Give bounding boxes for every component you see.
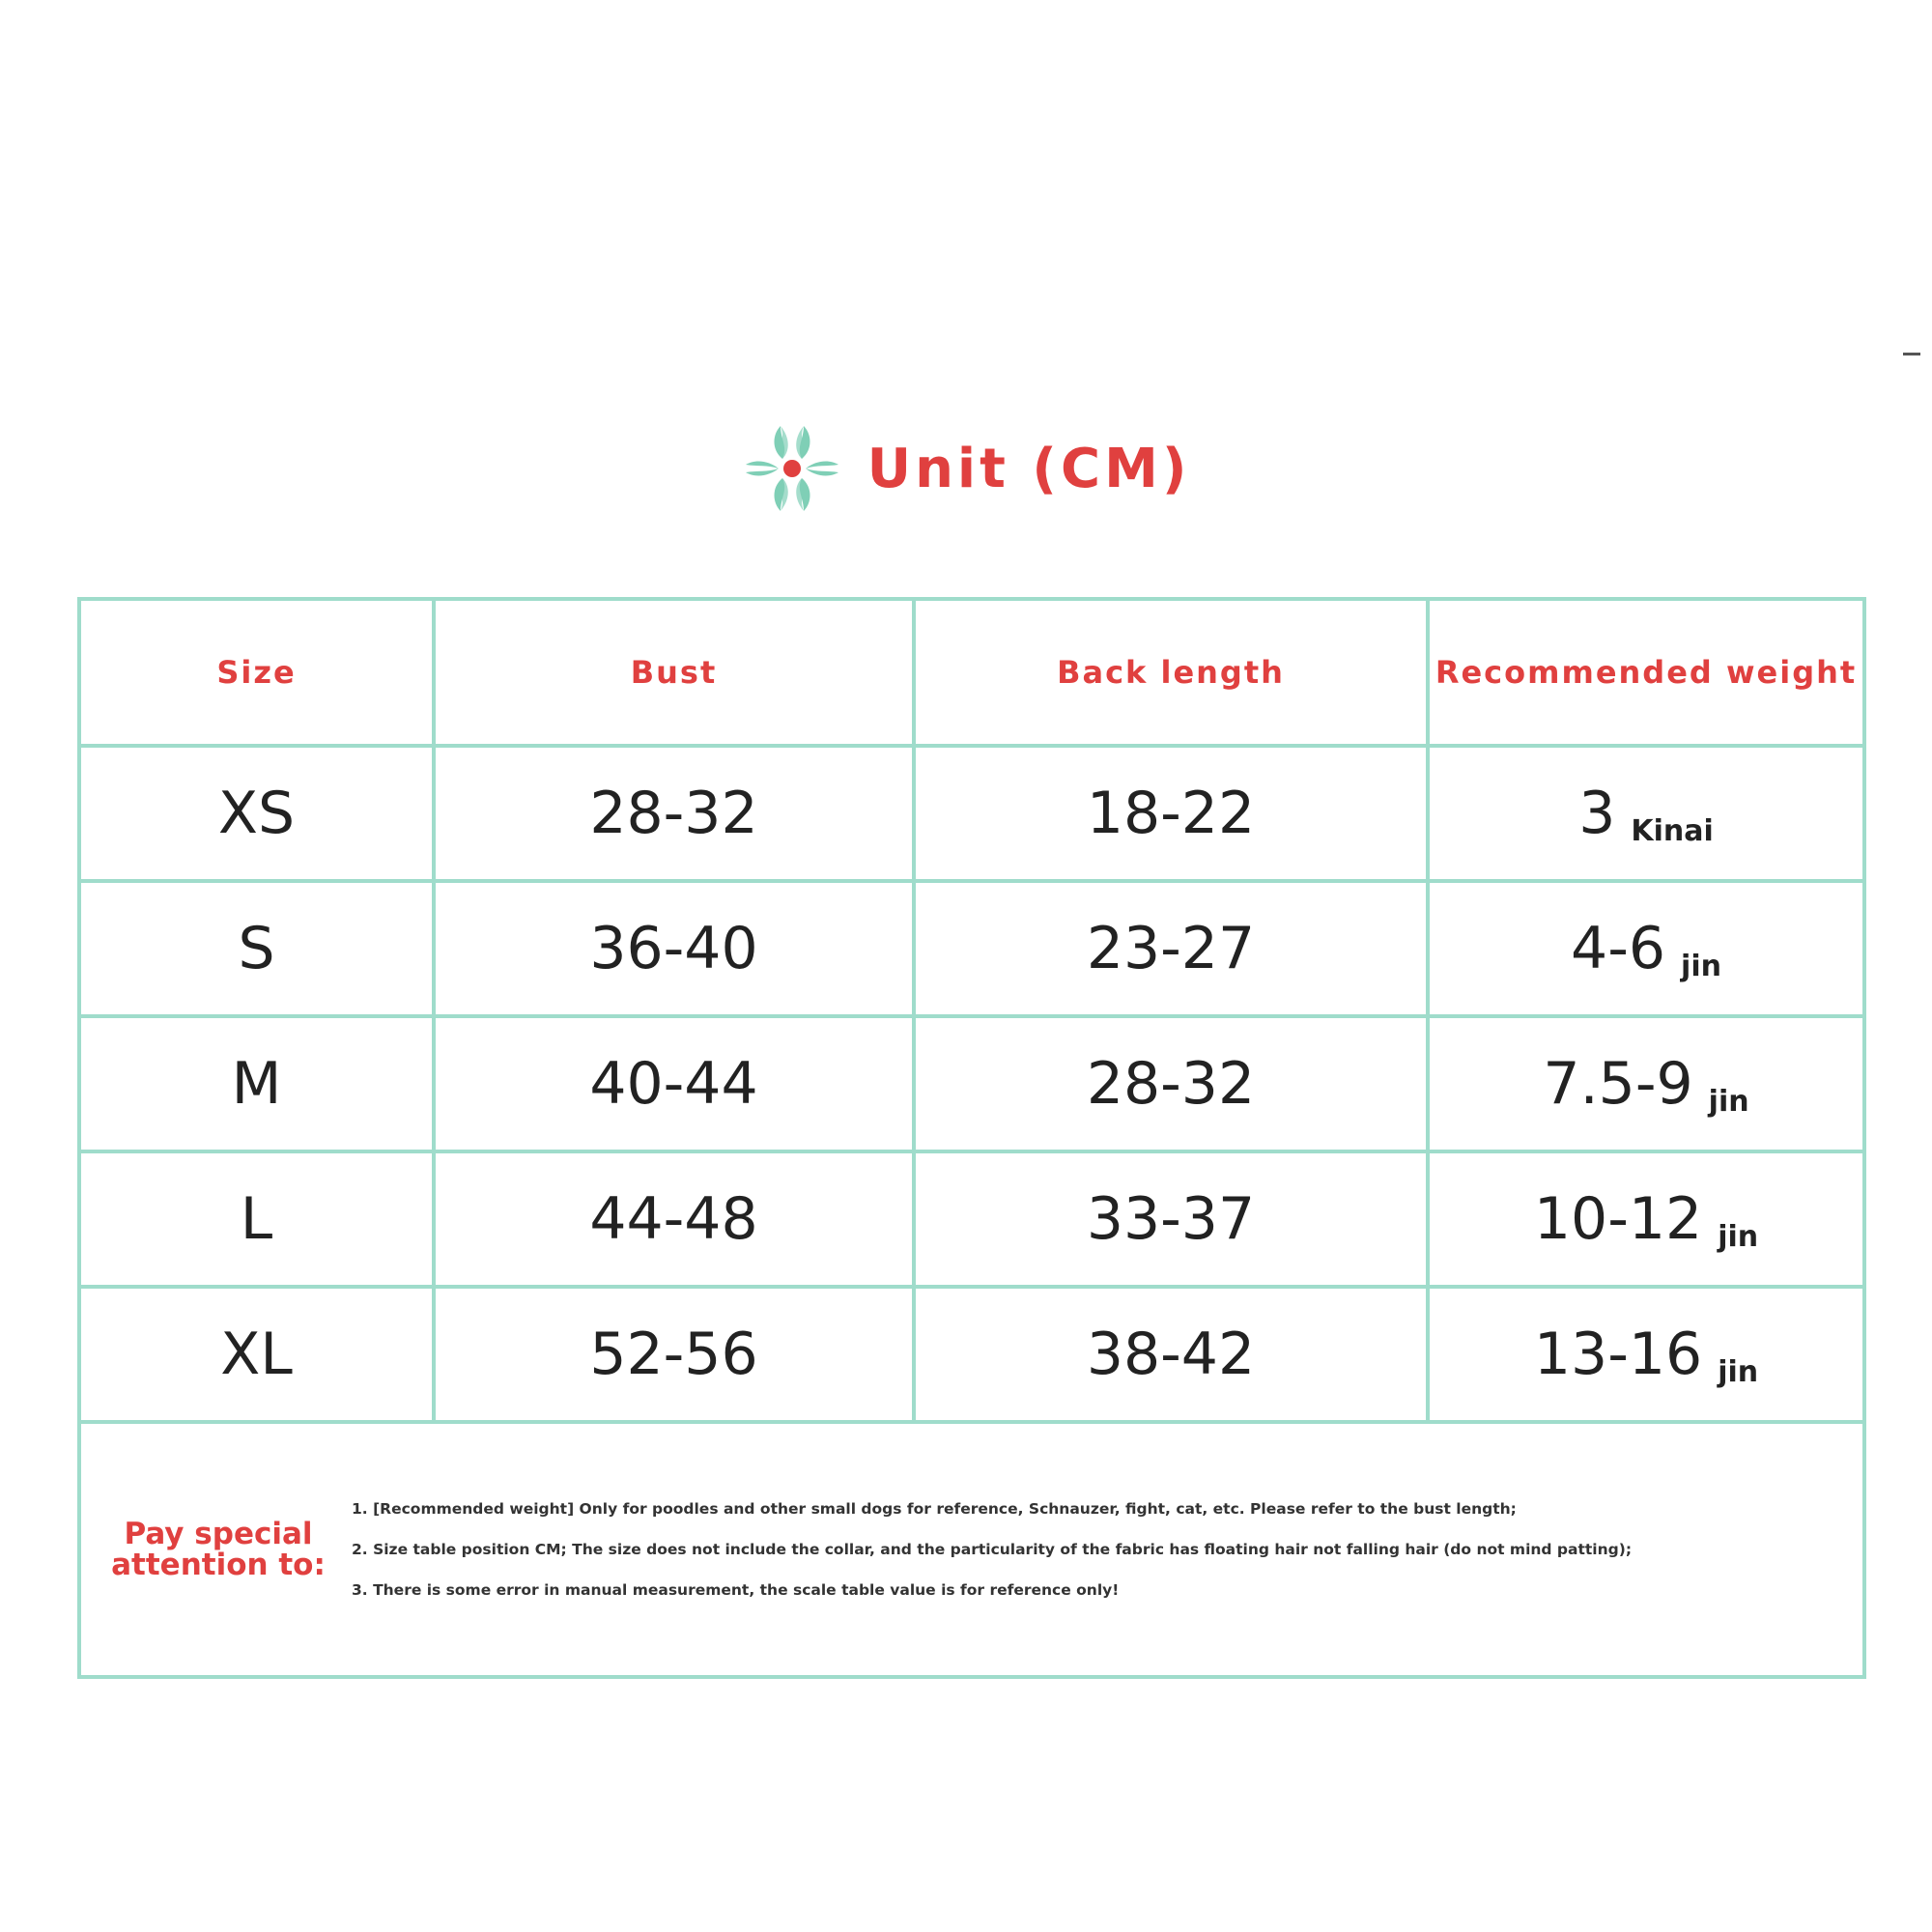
- weight-unit: Kinai: [1631, 813, 1714, 848]
- note-item: 3. There is some error in manual measurement, the scale table value is for reference only!: [352, 1581, 1120, 1599]
- back-length-cell: 38-42: [914, 1287, 1428, 1422]
- note-item: 1. [Recommended weight] Only for poodles and other small dogs for reference, Schnauzer, fight, cat, etc. Please refer to the bust length;: [352, 1500, 1517, 1518]
- back-length-cell: 28-32: [914, 1016, 1428, 1151]
- size-cell: M: [79, 1016, 434, 1151]
- table-row: [79, 1287, 1864, 1422]
- bust-cell: 40-44: [434, 1016, 914, 1151]
- weight-unit: jin: [1708, 1084, 1749, 1119]
- back-length-cell: 33-37: [914, 1151, 1428, 1287]
- weight-value: 13-16: [1533, 1320, 1703, 1388]
- table-row: [79, 746, 1864, 881]
- notes-cell: [79, 1422, 1864, 1677]
- table-row: [79, 1016, 1864, 1151]
- weight-value: 3: [1578, 779, 1616, 847]
- unit-heading: [0, 415, 1932, 522]
- weight-unit: jin: [1718, 1354, 1759, 1389]
- size-cell: L: [79, 1151, 434, 1287]
- bust-cell: 52-56: [434, 1287, 914, 1422]
- back-length-cell: 18-22: [914, 746, 1428, 881]
- bust-cell: 28-32: [434, 746, 914, 881]
- notes-title-line: attention to:: [111, 1548, 326, 1582]
- weight-unit: jin: [1681, 949, 1721, 983]
- weight-cell: [1428, 1016, 1864, 1151]
- weight-cell: [1428, 1287, 1864, 1422]
- table-header-row: [79, 599, 1864, 746]
- size-cell: S: [79, 881, 434, 1016]
- bust-cell: 44-48: [434, 1151, 914, 1287]
- note-item: 2. Size table position CM; The size does not include the collar, and the particularity of the fabric has floating hair not falling hair (do not mind patting);: [352, 1541, 1633, 1558]
- notes-title: [102, 1519, 334, 1580]
- back-length-cell: 23-27: [914, 881, 1428, 1016]
- header-size: Size: [79, 599, 434, 746]
- weight-unit: jin: [1718, 1219, 1759, 1254]
- table-row: [79, 881, 1864, 1016]
- page-title: Unit (CM): [867, 437, 1191, 500]
- table-row: [79, 1151, 1864, 1287]
- header-bust: Bust: [434, 599, 914, 746]
- size-cell: XS: [79, 746, 434, 881]
- notes-block: [81, 1489, 1862, 1610]
- header-recommended-weight: Recommended weight: [1428, 599, 1864, 746]
- flower-icon: [742, 422, 842, 515]
- size-chart-table: [77, 597, 1866, 1679]
- weight-value: 10-12: [1533, 1184, 1703, 1253]
- weight-cell: [1428, 1151, 1864, 1287]
- notes-title-line: Pay special: [124, 1517, 313, 1551]
- bust-cell: 36-40: [434, 881, 914, 1016]
- weight-value: 7.5-9: [1543, 1049, 1693, 1118]
- header-back-length: Back length: [914, 599, 1428, 746]
- edge-mark: [1903, 353, 1920, 355]
- notes-list: [352, 1489, 1632, 1610]
- notes-row: [79, 1422, 1864, 1677]
- size-cell: XL: [79, 1287, 434, 1422]
- weight-cell: [1428, 746, 1864, 881]
- weight-cell: [1428, 881, 1864, 1016]
- weight-value: 4-6: [1571, 914, 1666, 982]
